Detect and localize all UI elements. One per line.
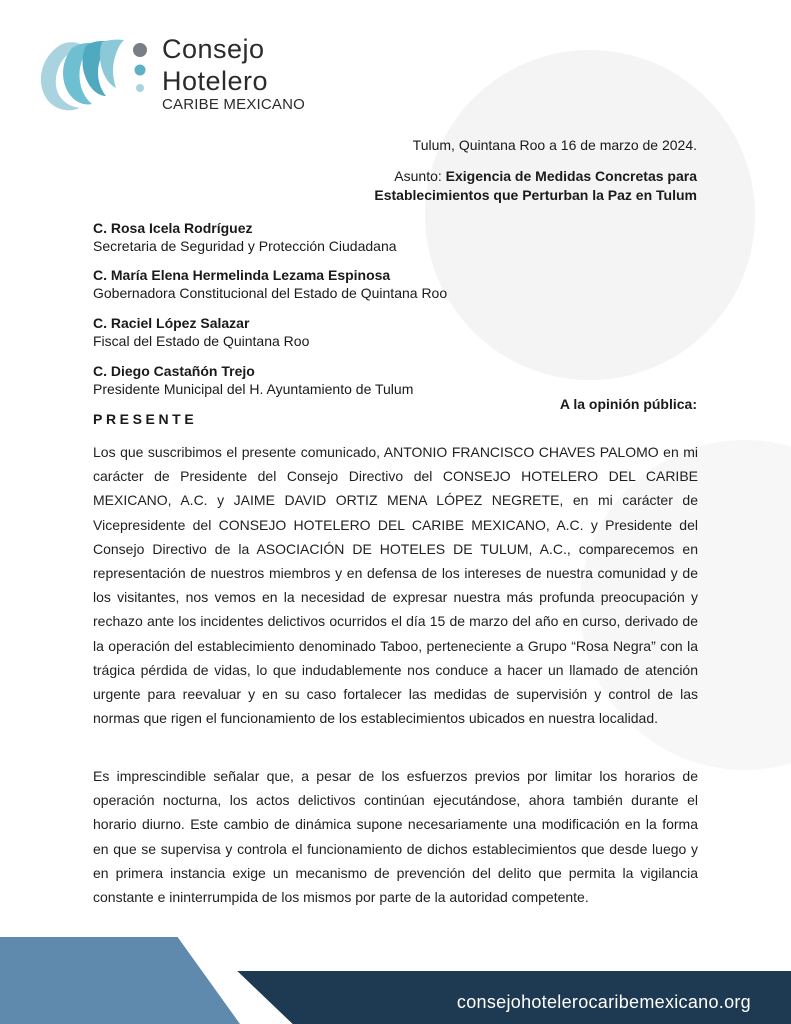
presente-heading: PRESENTE [93, 411, 198, 427]
recipient-title: Secretaria de Seguridad y Protección Ciudadana [93, 238, 397, 254]
consejo-hotelero-logo [28, 32, 306, 118]
logo-emblem-icon [28, 32, 158, 118]
recipient-name: C. María Elena Hermelinda Lezama Espinosa [93, 267, 391, 283]
subject-line-2: Establecimientos que Perturban la Paz en Tulum [374, 187, 697, 203]
recipient-block [93, 219, 397, 255]
letter-date: Tulum, Quintana Roo a 16 de marzo de 2024. [412, 137, 697, 153]
background-circle-top [425, 50, 755, 380]
recipient-title: Fiscal del Estado de Quintana Roo [93, 333, 310, 349]
letter-subject [374, 167, 697, 205]
subject-line-1: Exigencia de Medidas Concretas para [445, 168, 697, 184]
recipient-title: Presidente Municipal del H. Ayuntamiento de Tulum [93, 381, 414, 397]
recipient-title: Gobernadora Constitucional del Estado de Quintana Roo [93, 285, 448, 301]
logo-text-caribe-mexicano: CARIBE MEXICANO [162, 96, 306, 113]
footer-website-link[interactable]: consejohotelerocaribemexicano.org [456, 992, 751, 1012]
body-paragraph-1: Los que suscribimos el presente comunicado, ANTONIO FRANCISCO CHAVES PALOMO en mi carácter de Presidente del Consejo Directivo del CONSEJO HOTELERO DEL CARIBE MEXICANO, A.C. y JAIME DAVID ORTIZ MENA LÓPEZ NEGRETE, en mi carácter de Vicepresidente del CONSEJO HOTELERO DEL CARIBE MEXICANO, A.C. y Presidente del Consejo Directivo de la ASOCIACIÓN DE HOTELES DE TULUM, A.C., comparecemos en representación de nuestros miembros y en defensa de los intereses de nuestra comunidad y de los visitantes, nos vemos en la necesidad de expresar nuestra más profunda preocupación y rechazo ante los incidentes delictivos ocurridos el día 15 de marzo del año en curso, derivado de la operación del establecimiento denominado Taboo, perteneciente a Grupo “Rosa Negra” con la trágica pérdida de vidas, lo que indudablemente nos conduce a hacer un llamado de atención urgente para reevaluar y en su caso fortalecer las medidas de supervisión y control de las normas que rigen el funcionamiento de los establecimientos ubicados en nuestra localidad. [93, 444, 698, 727]
footer-accent-band [0, 937, 240, 1024]
recipient-name: C. Diego Castañón Trejo [93, 363, 255, 379]
public-opinion-heading: A la opinión pública: [559, 396, 697, 412]
body-paragraph-2: Es imprescindible señalar que, a pesar de los esfuerzos previos por limitar los horarios de operación nocturna, los actos delictivos continúan ejecutándose, ahora también durante el horario diurno. Este cambio de dinámica supone necesariamente una modificación en la forma en que se supervisa y controla el funcionamiento de dichos establecimientos que desde luego y en primera instancia exige un mecanismo de prevención del delito que permita la vigilancia constante e ininterrumpida de los mismos por parte de la autoridad competente. [93, 768, 698, 906]
recipient-block [93, 362, 413, 398]
subject-label: Asunto: [394, 168, 446, 184]
recipient-block [93, 314, 309, 350]
recipient-block [93, 266, 447, 302]
recipient-name: C. Raciel López Salazar [93, 315, 250, 331]
recipient-name: C. Rosa Icela Rodríguez [93, 220, 253, 236]
logo-text-consejo: Consejo [162, 34, 265, 64]
logo-text-hotelero: Hotelero [162, 66, 269, 96]
